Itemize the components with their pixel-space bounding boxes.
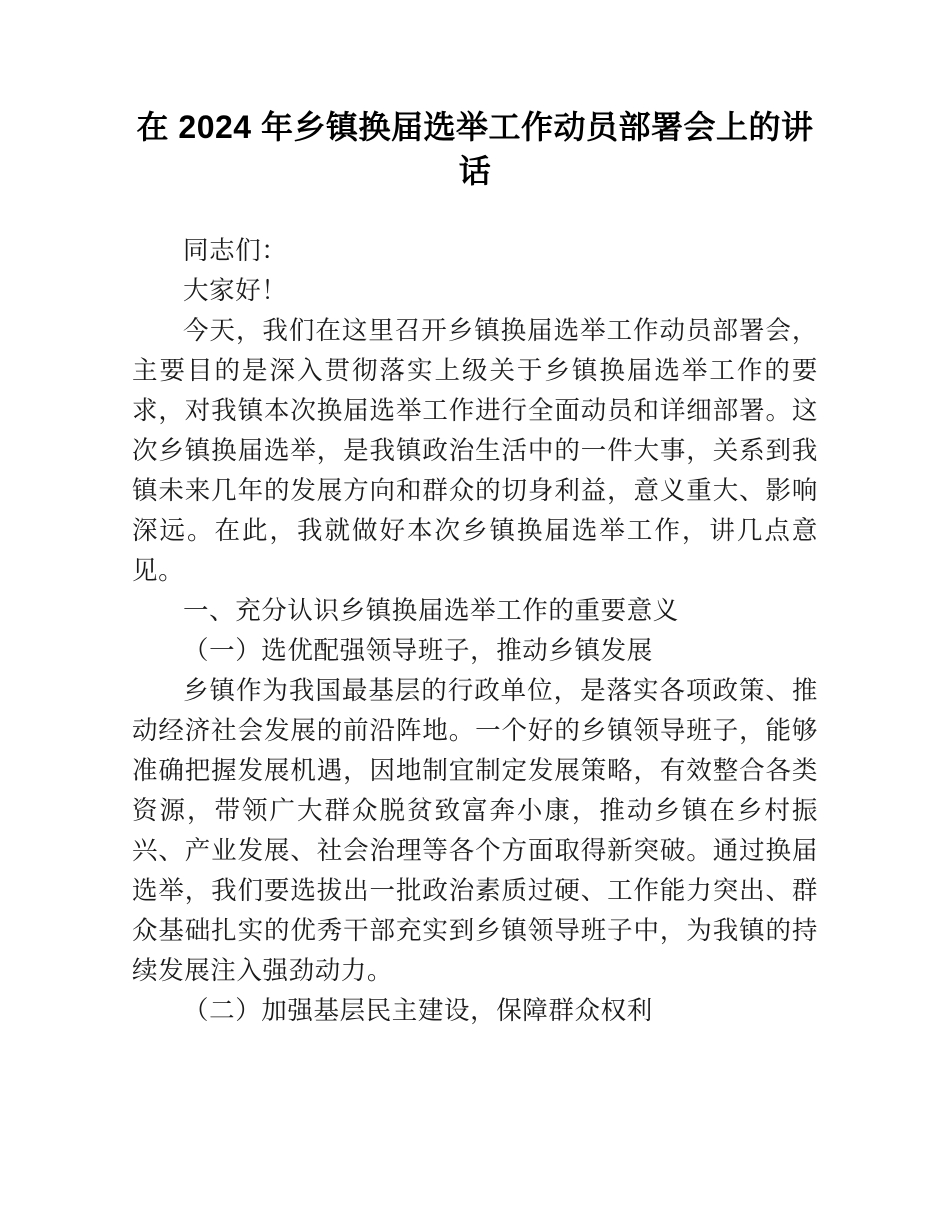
subsection-1-paragraph: 乡镇作为我国最基层的行政单位，是落实各项政策、推动经济社会发展的前沿阵地。一个好的乡镇领导班子，能够准确把握发展机遇，因地制宜制定发展策略，有效整合各类资源，带领广大群众脱贫致富奔小康，推动乡镇在乡村振兴、产业发展、社会治理等各个方面取得新突破。通过换届选举，我们要选拔出一批政治素质过硬、工作能力突出、群众基础扎实的优秀干部充实到乡镇领导班子中，为我镇的持续发展注入强劲动力。 [132,676,818,986]
salutation-line: 同志们： [183,236,288,266]
greeting-line: 大家好！ [183,276,288,306]
opening-paragraph: 今天，我们在这里召开乡镇换届选举工作动员部署会，主要目的是深入贯彻落实上级关于乡镇换届选举工作的要求，对我镇本次换届选举工作进行全面动员和详细部署。这次乡镇换届选举，是我镇政治生活中的一件大事，关系到我镇未来几年的发展方向和群众的切身利益，意义重大、影响深远。在此，我就做好本次乡镇换届选举工作，讲几点意见。 [132,316,818,586]
document-body [132,0,818,1031]
section-heading-1: 一、充分认识乡镇换届选举工作的重要意义 [183,596,679,626]
subsection-heading-1: （一）选优配强领导班子，推动乡镇发展 [183,636,653,666]
subsection-heading-2: （二）加强基层民主建设，保障群众权利 [183,996,653,1026]
page-title: 在 2024 年乡镇换届选举工作动员部署会上的讲话 [136,109,814,189]
